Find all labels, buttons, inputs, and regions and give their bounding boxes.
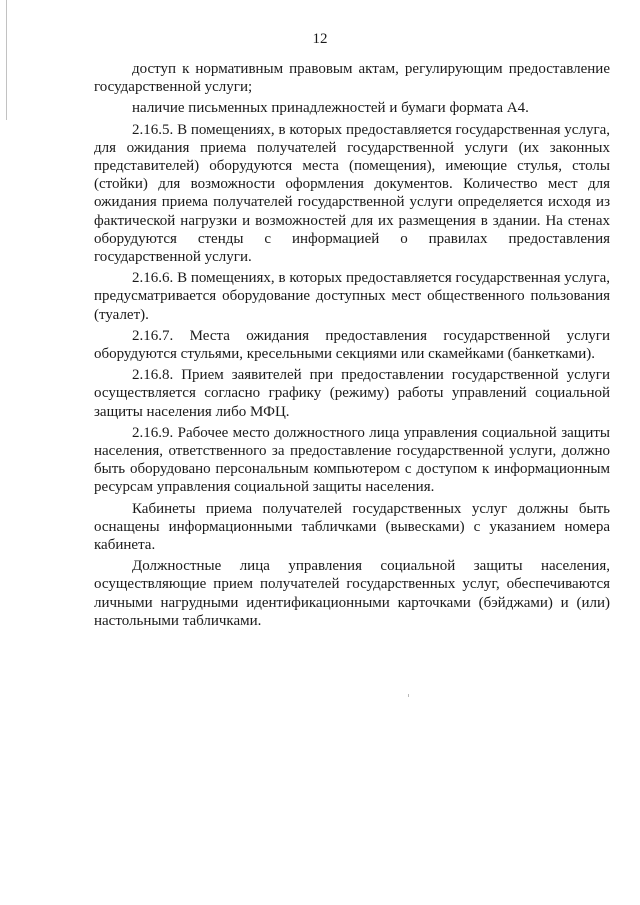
paragraph-staff-badges: Должностные лица управления социальной защиты населения, осуществляющие прием получателей государственных услуг, обеспечиваются личными нагрудными идентификационными карточками (бэйджами) и (или) настольными табличками. xyxy=(94,558,610,629)
scan-speck xyxy=(408,694,409,697)
paragraph-2-16-9: 2.16.9. Рабочее место должностного лица управления социальной защиты населения, ответственного за предоставление государственной услуги, должно быть оборудовано персональным компьютером с доступом к информационным ресурсам управления социальной защиты населения. xyxy=(94,424,610,496)
paragraph-access-to-acts: доступ к нормативным правовым актам, регулирующим предоставление государственной услуги; xyxy=(94,61,610,96)
scan-edge-line xyxy=(6,0,7,120)
document-body xyxy=(94,60,610,633)
paragraph-2-16-8: 2.16.8. Прием заявителей при предоставлении государственной услуги осуществляется согласно графику (режиму) работы управлений социальной защиты населения либо МФЦ. xyxy=(94,367,610,420)
page-number: 12 xyxy=(312,31,328,47)
paragraph-2-16-6: 2.16.6. В помещениях, в которых предоставляется государственная услуга, предусматривается оборудование доступных мест общественного пользования (туалет). xyxy=(94,270,610,323)
paragraph-offices-signage: Кабинеты приема получателей государственных услуг должны быть оснащены информационными табличками (вывесками) с указанием номера кабинета. xyxy=(94,500,610,554)
paragraph-writing-supplies: наличие письменных принадлежностей и бумаги формата А4. xyxy=(132,100,529,117)
paragraph-2-16-5: 2.16.5. В помещениях, в которых предоставляется государственная услуга, для ожидания приема получателей государственной услуги (их законных представителей) оборудуются места (помещения), имеющие стулья, столы (стойки) для возможности оформления документов. Количество мест для ожидания приема получателей государственной услуги определяется исходя из фактической нагрузки и возможностей для их размещения в здании. На стенах оборудуются стенды с информацией о правилах предоставления государственной услуги. xyxy=(94,121,610,266)
paragraph-2-16-7: 2.16.7. Места ожидания предоставления государственной услуги оборудуются стульями, кресельными секциями или скамейками (банкетками). xyxy=(94,327,610,363)
